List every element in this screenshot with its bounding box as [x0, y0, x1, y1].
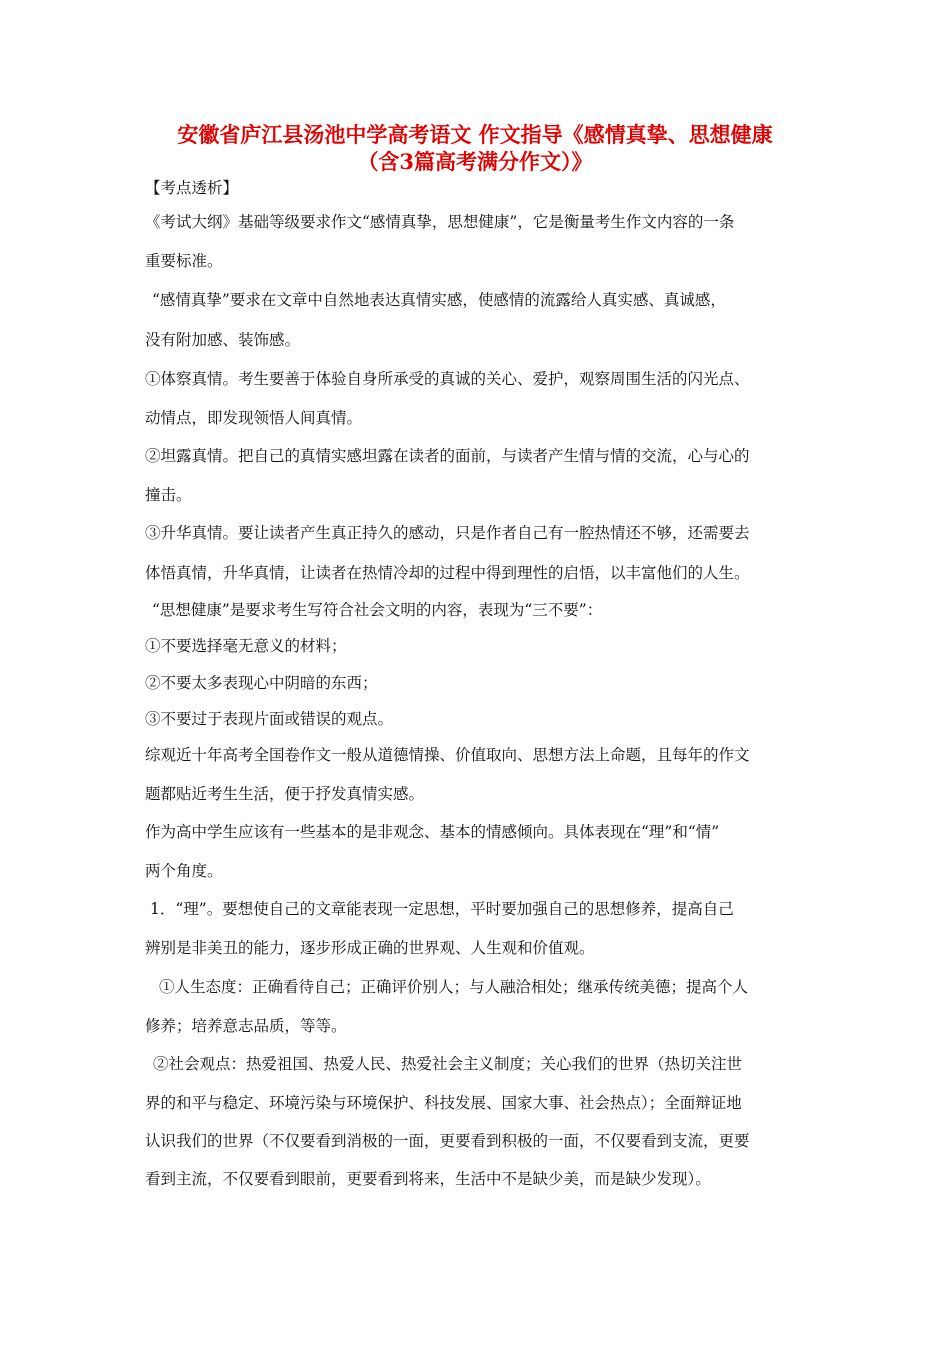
paragraph-line: 没有附加感、装饰感。: [145, 331, 301, 349]
list-item: ③不要过于表现片面或错误的观点。: [145, 710, 394, 728]
paragraph-line: 认识我们的世界（不仅要看到消极的一面，更要看到积极的一面，不仅要看到支流，更要: [145, 1132, 750, 1150]
paragraph-line: ①人生态度：正确看待自己；正确评价别人；与人融洽相处；继承传统美德；提高个人: [159, 978, 749, 996]
paragraph-line: “感情真挚”要求在文章中自然地表达真情实感，使感情的流露给人真实感、真诚感，: [152, 291, 726, 309]
document-title-line-1: 安徽省庐江县汤池中学高考语文 作文指导《感情真挚、思想健康: [177, 122, 773, 147]
paragraph-line: 综观近十年高考全国卷作文一般从道德情操、价值取向、思想方法上命题，且每年的作文: [145, 746, 750, 764]
paragraph-line: 辨别是非美丑的能力，逐步形成正确的世界观、人生观和价值观。: [145, 939, 595, 957]
paragraph-line: 看到主流，不仅要看到眼前，更要看到将来，生活中不是缺少美，而是缺少发现）。: [145, 1170, 711, 1188]
paragraph-line: 题都贴近考生生活，便于抒发真情实感。: [145, 785, 425, 803]
paragraph-line: 体悟真情，升华真情，让读者在热情冷却的过程中得到理性的启悟，以丰富他们的人生。: [145, 564, 750, 582]
paragraph-line: 两个角度。: [145, 862, 223, 880]
paragraph-line: 1．“理”。要想使自己的文章能表现一定思想，平时要加强自己的思想修养，提高自己: [150, 900, 734, 918]
paragraph-line: ②社会观点：热爱祖国、热爱人民、热爱社会主义制度；关心我们的世界（热切关注世: [153, 1055, 743, 1073]
paragraph-line: 作为高中学生应该有一些基本的是非观念、基本的情感倾向。具体表现在“理”和“情”: [145, 823, 720, 841]
paragraph-line: ②坦露真情。把自己的真情实感坦露在读者的面前，与读者产生情与情的交流，心与心的: [145, 447, 750, 465]
paragraph-line: 《考试大纲》基础等级要求作文“感情真挚，思想健康”，它是衡量考生作文内容的一条: [145, 213, 735, 231]
paragraph-line: 动情点，即发现领悟人间真情。: [145, 409, 363, 427]
section-heading: 【考点透析】: [145, 179, 239, 197]
paragraph-line: 撞击。: [145, 486, 192, 504]
paragraph-line: ①体察真情。考生要善于体验自身所承受的真诚的关心、爱护，观察周围生活的闪光点、: [145, 370, 750, 388]
paragraph-line: 重要标准。: [145, 252, 223, 270]
list-item: ②不要太多表现心中阴暗的东西；: [145, 674, 378, 692]
list-item: ①不要选择毫无意义的材料；: [145, 637, 347, 655]
paragraph-line: 界的和平与稳定、环境污染与环境保护、科技发展、国家大事、社会热点）；全面辩证地: [145, 1094, 742, 1112]
paragraph-line: ③升华真情。要让读者产生真正持久的感动，只是作者自己有一腔热情还不够，还需要去: [145, 524, 750, 542]
document-title-line-2: （含3篇高考满分作文）》: [357, 149, 593, 174]
paragraph-line: 修养；培养意志品质，等等。: [145, 1017, 347, 1035]
paragraph-line: “思想健康”是要求考生写符合社会文明的内容，表现为“三不要”：: [152, 601, 603, 619]
